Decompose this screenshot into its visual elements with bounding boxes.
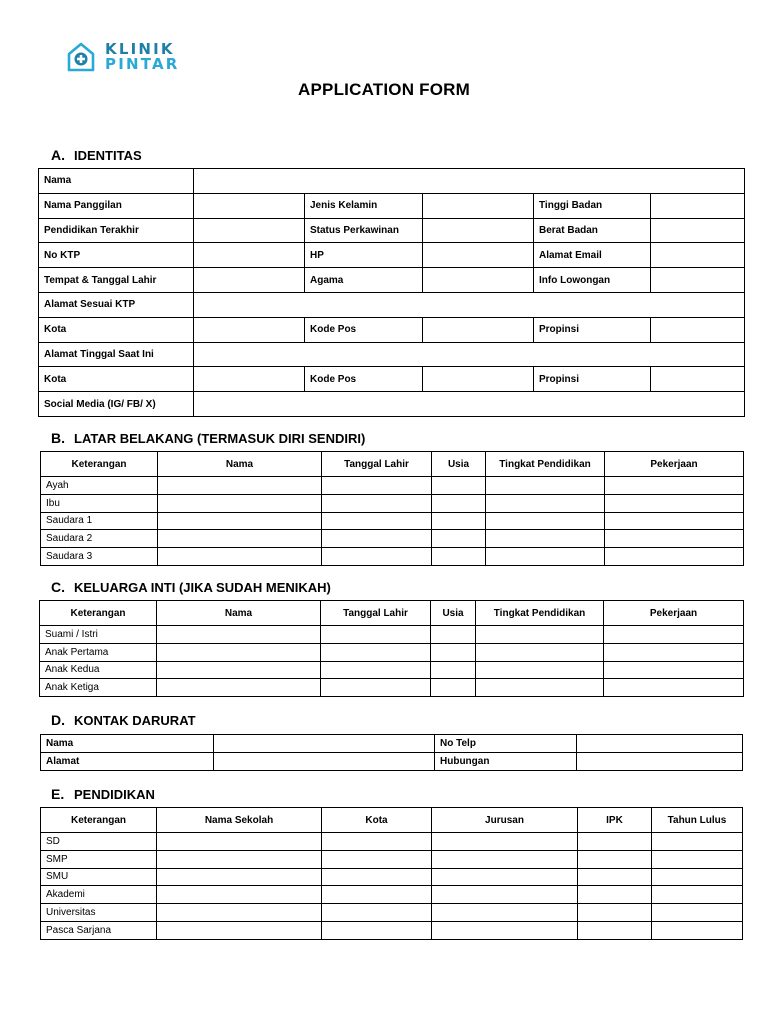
table-row: [40, 643, 744, 661]
input-no-ktp[interactable]: [194, 243, 305, 268]
input-alamat-email[interactable]: [651, 243, 745, 268]
label-nama: Nama: [39, 169, 194, 194]
label-kontak-nama: Nama: [41, 735, 214, 753]
column-header: Nama Sekolah: [157, 808, 322, 833]
table-row: [39, 193, 745, 218]
input-cell[interactable]: [476, 661, 604, 679]
table-row: [41, 530, 744, 548]
keluarga-inti-table: [39, 600, 744, 697]
input-cell[interactable]: [157, 921, 322, 939]
row-label: Akademi: [41, 886, 157, 904]
section-e-letter: E.: [51, 786, 65, 802]
section-b-title: LATAR BELAKANG (TERMASUK DIRI SENDIRI): [74, 430, 366, 446]
label-tinggi-badan: Tinggi Badan: [534, 193, 651, 218]
input-kontak-alamat[interactable]: [214, 753, 435, 771]
input-alamat-tinggal[interactable]: [194, 342, 745, 367]
label-alamat-ktp: Alamat Sesuai KTP: [39, 292, 194, 317]
input-cell[interactable]: [432, 833, 578, 851]
label-social-media: Social Media (IG/ FB/ X): [39, 392, 194, 417]
input-alamat-ktp[interactable]: [194, 292, 745, 317]
input-cell[interactable]: [157, 868, 322, 886]
input-agama[interactable]: [423, 268, 534, 293]
table-row: [41, 548, 744, 566]
column-header: Tahun Lulus: [652, 808, 743, 833]
input-cell[interactable]: [652, 850, 743, 868]
label-pendidikan-terakhir: Pendidikan Terakhir: [39, 218, 194, 243]
label-kontak-no-telp: No Telp: [435, 735, 577, 753]
label-tempat-tanggal-lahir: Tempat & Tanggal Lahir: [39, 268, 194, 293]
column-header: Tingkat Pendidikan: [486, 452, 605, 477]
logo-text-line-1: KLINIK: [105, 40, 175, 58]
column-header: Keterangan: [41, 808, 157, 833]
input-cell[interactable]: [604, 661, 744, 679]
table-row: [39, 317, 745, 342]
input-cell[interactable]: [432, 477, 486, 495]
input-cell[interactable]: [604, 679, 744, 697]
input-cell[interactable]: [432, 494, 486, 512]
input-cell[interactable]: [322, 530, 432, 548]
input-cell[interactable]: [652, 833, 743, 851]
table-row: [41, 833, 743, 851]
input-cell[interactable]: [157, 850, 322, 868]
input-cell[interactable]: [158, 512, 322, 530]
row-label: Ayah: [41, 477, 158, 495]
input-cell[interactable]: [431, 661, 476, 679]
table-row: [41, 512, 744, 530]
input-cell[interactable]: [486, 477, 605, 495]
section-e-heading: [51, 786, 155, 802]
input-cell[interactable]: [605, 548, 744, 566]
row-label: Pasca Sarjana: [41, 921, 157, 939]
input-cell[interactable]: [157, 886, 322, 904]
clinic-logo: [66, 41, 180, 73]
input-pendidikan-terakhir[interactable]: [194, 218, 305, 243]
input-cell[interactable]: [578, 868, 652, 886]
input-cell[interactable]: [322, 477, 432, 495]
input-cell[interactable]: [157, 643, 321, 661]
input-cell[interactable]: [578, 921, 652, 939]
label-kota-tinggal: Kota: [39, 367, 194, 392]
label-kode-pos-ktp: Kode Pos: [305, 317, 423, 342]
table-row: [40, 679, 744, 697]
column-header: Jurusan: [432, 808, 578, 833]
input-cell[interactable]: [322, 904, 432, 922]
column-header: Kota: [322, 808, 432, 833]
input-kontak-nama[interactable]: [214, 735, 435, 753]
table-row: [39, 268, 745, 293]
table-row: [40, 626, 744, 644]
input-kode-pos-ktp[interactable]: [423, 317, 534, 342]
column-header: Usia: [431, 601, 476, 626]
latar-belakang-table: [40, 451, 744, 566]
input-cell[interactable]: [321, 679, 431, 697]
clinic-house-plus-icon: [66, 41, 96, 73]
column-header: Nama: [157, 601, 321, 626]
identitas-table: [38, 168, 745, 417]
input-cell[interactable]: [605, 477, 744, 495]
row-label: Anak Pertama: [40, 643, 157, 661]
label-kode-pos-tinggal: Kode Pos: [305, 367, 423, 392]
input-cell[interactable]: [432, 921, 578, 939]
input-cell[interactable]: [605, 512, 744, 530]
label-kontak-hubungan: Hubungan: [435, 753, 577, 771]
table-row: [41, 477, 744, 495]
table-row: [39, 367, 745, 392]
label-kota-ktp: Kota: [39, 317, 194, 342]
table-row: [40, 661, 744, 679]
row-label: Ibu: [41, 494, 158, 512]
input-cell[interactable]: [321, 643, 431, 661]
section-c-heading: [51, 579, 331, 595]
input-cell[interactable]: [158, 530, 322, 548]
pendidikan-table: [40, 807, 743, 940]
label-propinsi-ktp: Propinsi: [534, 317, 651, 342]
table-row: [41, 886, 743, 904]
section-a-title: IDENTITAS: [74, 147, 142, 163]
input-kota-tinggal[interactable]: [194, 367, 305, 392]
input-cell[interactable]: [604, 643, 744, 661]
input-cell[interactable]: [432, 530, 486, 548]
input-cell[interactable]: [158, 494, 322, 512]
logo-text-line-2: PINTAR: [105, 55, 180, 73]
row-label: Saudara 2: [41, 530, 158, 548]
input-cell[interactable]: [157, 833, 322, 851]
label-berat-badan: Berat Badan: [534, 218, 651, 243]
input-cell[interactable]: [431, 679, 476, 697]
input-cell[interactable]: [578, 850, 652, 868]
input-status-perkawinan[interactable]: [423, 218, 534, 243]
section-a-letter: A.: [51, 147, 65, 163]
input-cell[interactable]: [321, 626, 431, 644]
column-header: Tingkat Pendidikan: [476, 601, 604, 626]
label-agama: Agama: [305, 268, 423, 293]
row-label: SMP: [41, 850, 157, 868]
section-e-title: PENDIDIKAN: [74, 786, 155, 802]
input-cell[interactable]: [322, 833, 432, 851]
input-cell[interactable]: [432, 548, 486, 566]
input-kontak-no-telp[interactable]: [577, 735, 743, 753]
section-c-letter: C.: [51, 579, 65, 595]
input-cell[interactable]: [486, 494, 605, 512]
input-cell[interactable]: [432, 868, 578, 886]
input-cell[interactable]: [578, 886, 652, 904]
column-header: Usia: [432, 452, 486, 477]
input-cell[interactable]: [431, 626, 476, 644]
table-header-row: [41, 452, 744, 477]
input-cell[interactable]: [322, 921, 432, 939]
column-header: Pekerjaan: [605, 452, 744, 477]
table-row: [41, 868, 743, 886]
column-header: Tanggal Lahir: [321, 601, 431, 626]
input-cell[interactable]: [432, 886, 578, 904]
input-cell[interactable]: [604, 626, 744, 644]
table-row: [39, 218, 745, 243]
input-cell[interactable]: [322, 886, 432, 904]
input-nama[interactable]: [194, 169, 745, 194]
table-row: [41, 494, 744, 512]
table-row: [39, 292, 745, 317]
input-cell[interactable]: [158, 548, 322, 566]
row-label: Anak Ketiga: [40, 679, 157, 697]
input-cell[interactable]: [322, 850, 432, 868]
section-c-title: KELUARGA INTI (JIKA SUDAH MENIKAH): [74, 579, 331, 595]
column-header: Tanggal Lahir: [322, 452, 432, 477]
input-kode-pos-tinggal[interactable]: [423, 367, 534, 392]
column-header: Keterangan: [41, 452, 158, 477]
input-cell[interactable]: [605, 494, 744, 512]
input-cell[interactable]: [476, 679, 604, 697]
input-cell[interactable]: [476, 626, 604, 644]
input-cell[interactable]: [321, 661, 431, 679]
section-b-letter: B.: [51, 430, 65, 446]
input-cell[interactable]: [605, 530, 744, 548]
section-d-heading: [51, 712, 196, 728]
input-cell[interactable]: [652, 886, 743, 904]
input-kontak-hubungan[interactable]: [577, 753, 743, 771]
label-hp: HP: [305, 243, 423, 268]
label-nama-panggilan: Nama Panggilan: [39, 193, 194, 218]
input-hp[interactable]: [423, 243, 534, 268]
column-header: IPK: [578, 808, 652, 833]
table-row: [39, 243, 745, 268]
label-alamat-email: Alamat Email: [534, 243, 651, 268]
table-row: [41, 735, 743, 753]
input-cell[interactable]: [322, 868, 432, 886]
input-tinggi-badan[interactable]: [651, 193, 745, 218]
row-label: Saudara 3: [41, 548, 158, 566]
input-cell[interactable]: [157, 904, 322, 922]
input-cell[interactable]: [322, 512, 432, 530]
label-kontak-alamat: Alamat: [41, 753, 214, 771]
label-jenis-kelamin: Jenis Kelamin: [305, 193, 423, 218]
table-row: [41, 904, 743, 922]
input-cell[interactable]: [486, 530, 605, 548]
row-label: Universitas: [41, 904, 157, 922]
table-row: [39, 342, 745, 367]
table-row: [41, 753, 743, 771]
input-cell[interactable]: [652, 868, 743, 886]
table-row: [39, 169, 745, 194]
column-header: Nama: [158, 452, 322, 477]
row-label: Saudara 1: [41, 512, 158, 530]
label-alamat-tinggal: Alamat Tinggal Saat Ini: [39, 342, 194, 367]
section-a-heading: [51, 147, 142, 163]
input-propinsi-ktp[interactable]: [651, 317, 745, 342]
input-berat-badan[interactable]: [651, 218, 745, 243]
input-cell[interactable]: [432, 850, 578, 868]
label-status-perkawinan: Status Perkawinan: [305, 218, 423, 243]
input-cell[interactable]: [322, 494, 432, 512]
input-cell[interactable]: [476, 643, 604, 661]
input-cell[interactable]: [157, 679, 321, 697]
input-cell[interactable]: [157, 626, 321, 644]
input-info-lowongan[interactable]: [651, 268, 745, 293]
input-cell[interactable]: [431, 643, 476, 661]
input-cell[interactable]: [578, 904, 652, 922]
kontak-darurat-table: [40, 734, 743, 771]
input-cell[interactable]: [432, 512, 486, 530]
label-propinsi-tinggal: Propinsi: [534, 367, 651, 392]
input-cell[interactable]: [486, 548, 605, 566]
input-jenis-kelamin[interactable]: [423, 193, 534, 218]
section-d-letter: D.: [51, 712, 65, 728]
label-info-lowongan: Info Lowongan: [534, 268, 651, 293]
section-b-heading: [51, 430, 365, 446]
table-header-row: [41, 808, 743, 833]
row-label: Suami / Istri: [40, 626, 157, 644]
label-no-ktp: No KTP: [39, 243, 194, 268]
column-header: Pekerjaan: [604, 601, 744, 626]
table-header-row: [40, 601, 744, 626]
input-cell[interactable]: [652, 921, 743, 939]
input-nama-panggilan[interactable]: [194, 193, 305, 218]
table-row: [41, 921, 743, 939]
input-cell[interactable]: [432, 904, 578, 922]
input-kota-ktp[interactable]: [194, 317, 305, 342]
table-row: [39, 392, 745, 417]
section-d-title: KONTAK DARURAT: [74, 712, 196, 728]
input-cell[interactable]: [486, 512, 605, 530]
input-cell[interactable]: [157, 661, 321, 679]
row-label: SMU: [41, 868, 157, 886]
form-title: APPLICATION FORM: [298, 80, 470, 99]
input-propinsi-tinggal[interactable]: [651, 367, 745, 392]
row-label: Anak Kedua: [40, 661, 157, 679]
input-cell[interactable]: [158, 477, 322, 495]
input-tempat-tanggal-lahir[interactable]: [194, 268, 305, 293]
table-row: [41, 850, 743, 868]
input-social-media[interactable]: [194, 392, 745, 417]
input-cell[interactable]: [322, 548, 432, 566]
input-cell[interactable]: [578, 833, 652, 851]
input-cell[interactable]: [652, 904, 743, 922]
column-header: Keterangan: [40, 601, 157, 626]
row-label: SD: [41, 833, 157, 851]
